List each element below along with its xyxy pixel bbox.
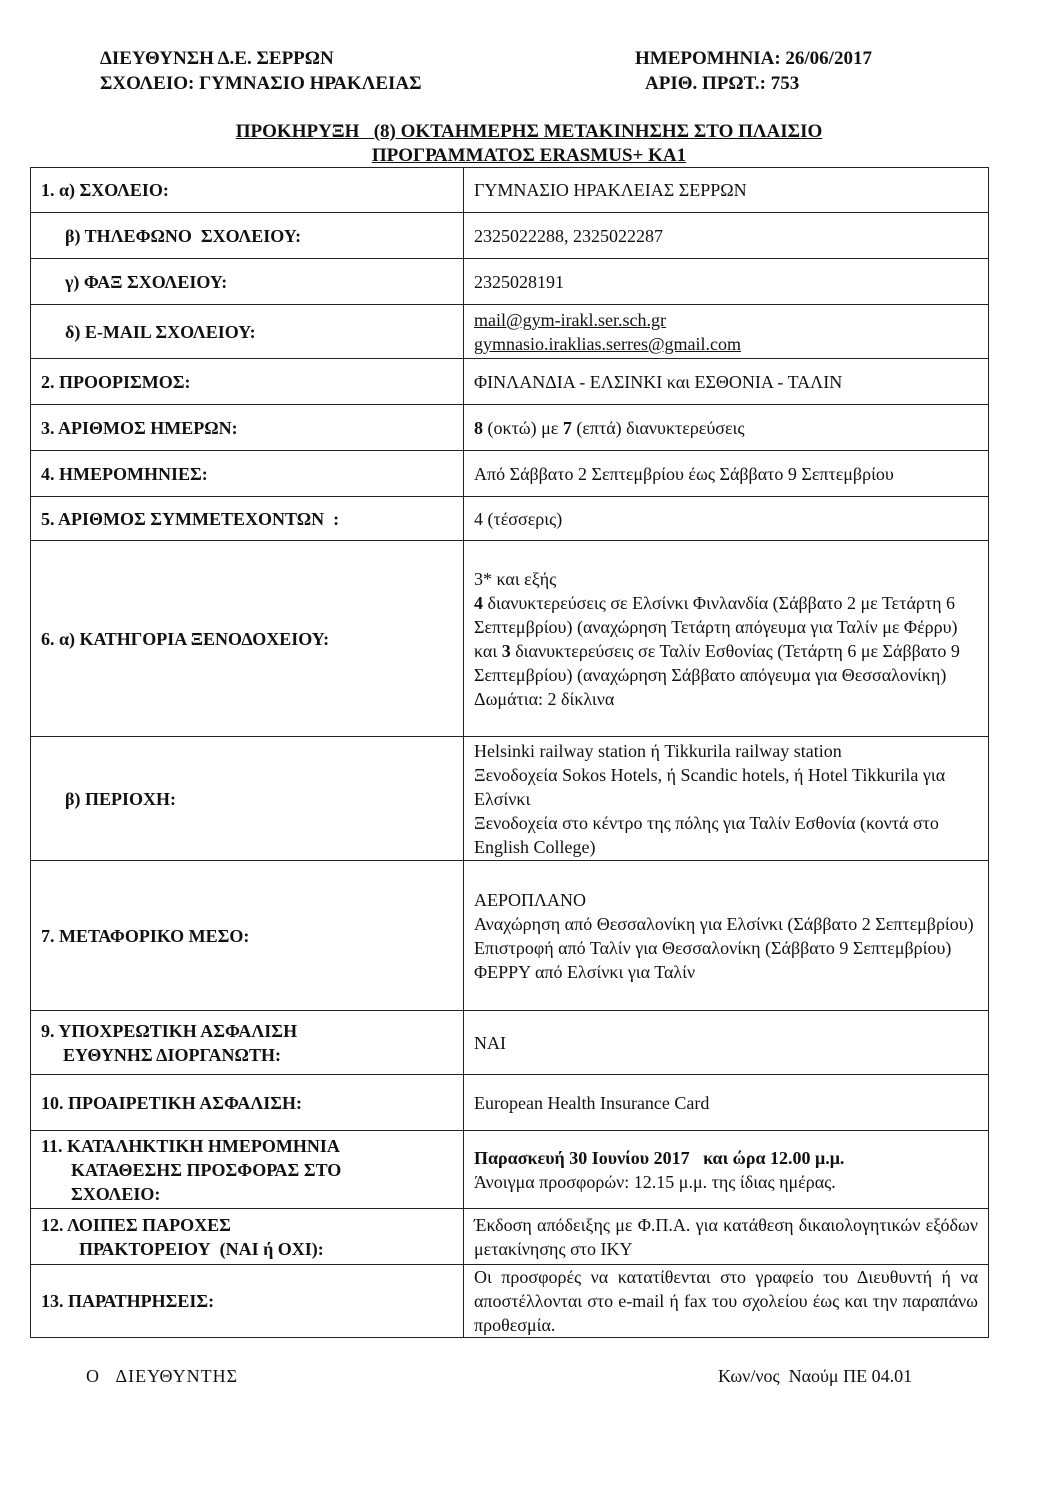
row-label: 6. α) ΚΑΤΗΓΟΡΙΑ ΞΕΝΟΔΟΧΕΙΟΥ: bbox=[31, 541, 464, 737]
table-row bbox=[31, 1075, 989, 1131]
transport-line-3: Επιστροφή από Ταλίν για Θεσσαλονίκη (Σάββατο 9 Σεπτεμβρίου) bbox=[474, 937, 952, 958]
row-value bbox=[464, 541, 989, 737]
row-value: ΦΙΝΛΑΝΔΙΑ - ΕΛΣΙΝΚΙ και ΕΣΘΟΝΙΑ - ΤΑΛΙΝ bbox=[464, 359, 989, 405]
directorate-name: ΔΙΕΥΘΥΝΣΗ Δ.Ε. ΣΕΡΡΩΝ bbox=[100, 48, 334, 69]
row-label: 2. ΠΡΟΟΡΙΣΜΟΣ: bbox=[31, 359, 464, 405]
table-row bbox=[31, 1265, 989, 1338]
row-label-line-2: ΠΡΑΚΤΟΡΕΙΟΥ (ΝΑΙ ή ΟΧΙ): bbox=[79, 1238, 324, 1259]
days-count: 8 bbox=[474, 417, 483, 438]
header-right bbox=[635, 46, 872, 96]
table-row bbox=[31, 168, 989, 213]
area-line-3: Ξενοδοχεία στο κέντρο της πόλης για Ταλίν Εσθονία (κοντά στο English College) bbox=[474, 812, 939, 857]
row-value: 2325028191 bbox=[464, 259, 989, 305]
document-title bbox=[0, 120, 1058, 168]
table-row bbox=[31, 405, 989, 451]
row-label: 5. ΑΡΙΘΜΟΣ ΣΥΜΜΕΤΕΧΟΝΤΩΝ : bbox=[31, 497, 464, 541]
row-label: β) ΤΗΛΕΦΩΝΟ ΣΧΟΛΕΙΟΥ: bbox=[31, 213, 464, 259]
signatory-name: Κων/νος Ναούμ ΠΕ 04.01 bbox=[718, 1366, 913, 1386]
table-row bbox=[31, 737, 989, 861]
rooms-info: Δωμάτια: 2 δίκλινα bbox=[474, 688, 615, 709]
row-value bbox=[464, 1131, 989, 1209]
row-label: 3. ΑΡΙΘΜΟΣ ΗΜΕΡΩΝ: bbox=[31, 405, 464, 451]
row-value bbox=[464, 861, 989, 1011]
table-row bbox=[31, 259, 989, 305]
helsinki-nights-text: διανυκτερεύσεις σε Ελσίνκι Φινλανδία (Σάββατο 2 με Τετάρτη 6 Σεπτεμβρίου) (αναχώρηση Τετάρτη απόγευμα για Ταλίν με Φέρρυ) bbox=[474, 592, 958, 637]
row-label-line-3: ΣΧΟΛΕΙΟ: bbox=[71, 1183, 161, 1204]
tallinn-nights bbox=[474, 639, 978, 687]
row-label: 4. ΗΜΕΡΟΜΗΝΙΕΣ: bbox=[31, 451, 464, 497]
row-value bbox=[464, 405, 989, 451]
transport-line-4: ΦΕΡΡΥ από Ελσίνκι για Ταλίν bbox=[474, 961, 696, 982]
school-name: ΣΧΟΛΕΙΟ: ΓΥΜΝΑΣΙΟ ΗΡΑΚΛΕΙΑΣ bbox=[100, 73, 422, 94]
row-label-line-1: 12. ΛΟΙΠΕΣ ΠΑΡΟΧΕΣ bbox=[41, 1214, 231, 1235]
row-label bbox=[31, 1209, 464, 1265]
nights-count: 7 bbox=[562, 417, 572, 438]
row-label bbox=[31, 1131, 464, 1209]
row-value bbox=[464, 737, 989, 861]
title-line-2: ΠΡΟΓΡΑΜΜΑΤΟΣ ERASMUS+ KA1 bbox=[371, 145, 687, 166]
row-label: 10. ΠΡΟΑΙΡΕΤΙΚΗ ΑΣΦΑΛΙΣΗ: bbox=[31, 1075, 464, 1131]
deadline-date: Παρασκευή 30 Ιουνίου 2017 και ώρα 12.00 μ.μ. bbox=[474, 1147, 845, 1168]
table-row bbox=[31, 1011, 989, 1075]
row-value: European Health Insurance Card bbox=[464, 1075, 989, 1131]
table-row bbox=[31, 861, 989, 1011]
row-label: 1. α) ΣΧΟΛΕΙΟ: bbox=[31, 168, 464, 213]
days-text: (οκτώ) με bbox=[483, 417, 563, 438]
transport-line-1: ΑΕΡΟΠΛΑΝΟ bbox=[474, 889, 587, 910]
table-row bbox=[31, 497, 989, 541]
signatory-title: Ο ΔΙΕΥΘΥΝΤΗΣ bbox=[86, 1366, 239, 1386]
table-row bbox=[31, 1209, 989, 1265]
area-line-1: Helsinki railway station ή Tikkurila railway station bbox=[474, 740, 842, 761]
transport-line-2: Αναχώρηση από Θεσσαλονίκη για Ελσίνκι (Σάββατο 2 Σεπτεμβρίου) bbox=[474, 913, 974, 934]
header-left bbox=[100, 46, 422, 96]
trip-details-table bbox=[30, 167, 989, 1338]
row-value: Από Σάββατο 2 Σεπτεμβρίου έως Σάββατο 9 Σεπτεμβρίου bbox=[464, 451, 989, 497]
helsinki-nights bbox=[474, 591, 978, 639]
email-link-1[interactable]: mail@gym-irakl.ser.sch.gr bbox=[474, 309, 667, 330]
row-value bbox=[464, 305, 989, 359]
table-row bbox=[31, 1131, 989, 1209]
helsinki-nights-count: 4 bbox=[474, 592, 483, 613]
row-value: 2325022288, 2325022287 bbox=[464, 213, 989, 259]
protocol-number: ΑΡΙΘ. ΠΡΩΤ.: 753 bbox=[645, 73, 800, 94]
row-label: 7. ΜΕΤΑΦΟΡΙΚΟ ΜΕΣΟ: bbox=[31, 861, 464, 1011]
table-row bbox=[31, 305, 989, 359]
row-value: ΓΥΜΝΑΣΙΟ ΗΡΑΚΛΕΙΑΣ ΣΕΡΡΩΝ bbox=[464, 168, 989, 213]
row-label: 13. ΠΑΡΑΤΗΡΗΣΕΙΣ: bbox=[31, 1265, 464, 1338]
row-label: δ) E-MAIL ΣΧΟΛΕΙΟΥ: bbox=[31, 305, 464, 359]
hotel-category: 3* και εξής bbox=[474, 568, 557, 589]
row-value: 4 (τέσσερις) bbox=[464, 497, 989, 541]
row-label-line-2: ΚΑΤΑΘΕΣΗΣ ΠΡΟΣΦΟΡΑΣ ΣΤΟ bbox=[71, 1159, 342, 1180]
row-value: Οι προσφορές να κατατίθενται στο γραφείο του Διευθυντή ή να αποστέλλονται στο e-mail ή fax του σχολείου έως και την παραπάνω προθεσμία. bbox=[464, 1265, 989, 1338]
row-value: Έκδοση απόδειξης με Φ.Π.Α. για κατάθεση δικαιολογητικών εξόδων μετακίνησης στο ΙΚΥ bbox=[464, 1209, 989, 1265]
table-row bbox=[31, 359, 989, 405]
row-label-line-1: 11. ΚΑΤΑΛΗΚΤΙΚΗ ΗΜΕΡΟΜΗΝΙΑ bbox=[41, 1135, 340, 1156]
table-row bbox=[31, 213, 989, 259]
row-label: γ) ΦΑΞ ΣΧΟΛΕΙΟΥ: bbox=[31, 259, 464, 305]
row-label: β) ΠΕΡΙΟΧΗ: bbox=[31, 737, 464, 861]
table-row bbox=[31, 451, 989, 497]
table-row bbox=[31, 541, 989, 737]
title-line-1: ΠΡΟΚΗΡΥΞΗ (8) ΟΚΤΑΗΜΕΡΗΣ ΜΕΤΑΚΙΝΗΣΗΣ ΣΤΟ ΠΛΑΙΣΙΟ bbox=[235, 121, 823, 142]
nights-text: (επτά) διανυκτερεύσεις bbox=[571, 417, 745, 438]
row-label-line-1: 9. ΥΠΟΧΡΕΩΤΙΚΗ ΑΣΦΑΛΙΣΗ bbox=[41, 1020, 298, 1041]
tallinn-nights-prefix: και bbox=[474, 640, 502, 661]
row-value: ΝΑΙ bbox=[464, 1011, 989, 1075]
area-line-2: Ξενοδοχεία Sokos Hotels, ή Scandic hotels, ή Hotel Tikkurila για Ελσίνκι bbox=[474, 764, 946, 809]
row-label-line-2: ΕΥΘΥΝΗΣ ΔΙΟΡΓΑΝΩΤΗ: bbox=[63, 1044, 281, 1065]
email-link-2[interactable]: gymnasio.iraklias.serres@gmail.com bbox=[474, 333, 742, 354]
tallinn-nights-count: 3 bbox=[501, 640, 511, 661]
row-label bbox=[31, 1011, 464, 1075]
offers-opening: Άνοιγμα προσφορών: 12.15 μ.μ. της ίδιας ημέρας. bbox=[474, 1171, 836, 1192]
tallinn-nights-text: διανυκτερεύσεις σε Ταλίν Εσθονίας (Τετάρτη 6 με Σάββατο 9 Σεπτεμβρίου) (αναχώρηση Σάββατο απόγευμα για Θεσσαλονίκη) bbox=[474, 640, 960, 685]
document-date: ΗΜΕΡΟΜΗΝΙΑ: 26/06/2017 bbox=[635, 48, 872, 69]
